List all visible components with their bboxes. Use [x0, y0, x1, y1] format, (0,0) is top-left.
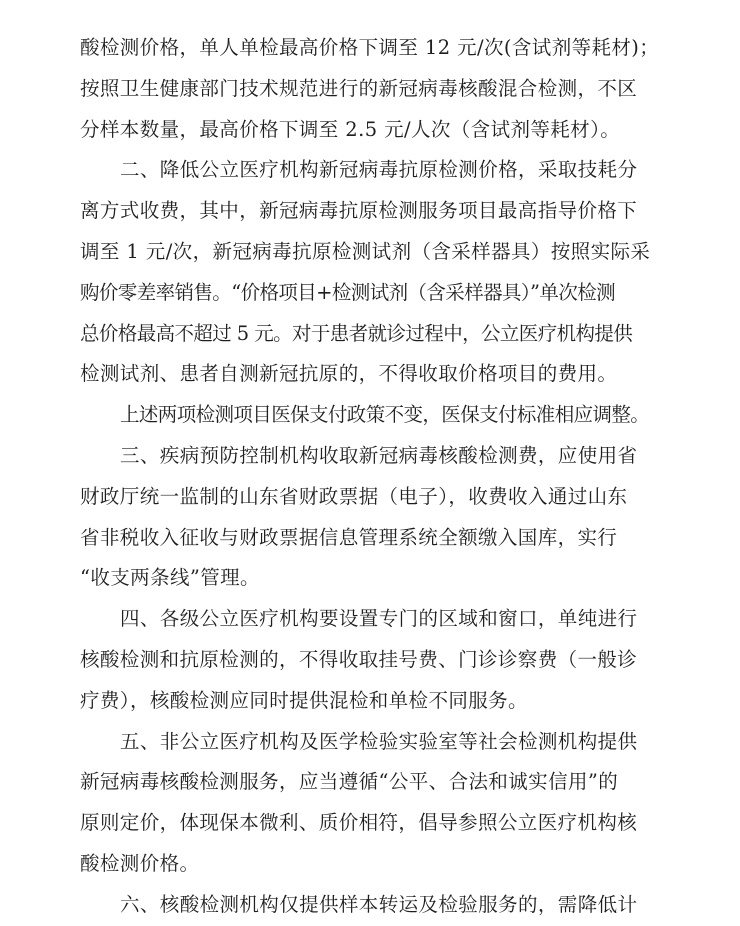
paragraph-start-line: 三、疾病预防控制机构收取新冠病毒核酸检测费，应使用省 — [120, 443, 638, 467]
text-line: 酸检测价格，单人单检最高价格下调至 12 元/次(含试剂等耗材)； — [80, 36, 660, 59]
paragraph-start-line: 五、非公立医疗机构及医学检验实验室等社会检测机构提供 — [120, 729, 638, 753]
text-line: 离方式收费，其中，新冠病毒抗原检测服务项目最高指导价格下 — [80, 199, 638, 223]
text-line: 检测试剂、患者自测新冠抗原的，不得收取价格项目的费用。 — [80, 362, 618, 386]
document-body — [80, 28, 680, 926]
text-line: 酸检测价格。 — [80, 851, 200, 875]
text-line: “收支两条线”管理。 — [80, 566, 260, 590]
text-line: 新冠病毒核酸检测服务，应当遵循“公平、合法和诚实信用”的 — [80, 770, 619, 794]
text-line: 按照卫生健康部门技术规范进行的新冠病毒核酸混合检测，不区 — [80, 76, 638, 100]
text-line: 分样本数量，最高价格下调至 2.5 元/人次（含试剂等耗材）。 — [80, 117, 621, 141]
text-line: 调至 1 元/次，新冠病毒抗原检测试剂（含采样器具）按照实际采 — [80, 239, 651, 263]
text-line: 购价零差率销售。“价格项目+检测试剂（含采样器具）”单次检测 — [80, 280, 616, 304]
text-line: 省非税收入征收与财政票据信息管理系统全额缴入国库，实行 — [80, 525, 618, 549]
text-line: 财政厅统一监制的山东省财政票据（电子），收费收入通过山东 — [80, 484, 628, 508]
text-line: 总价格最高不超过 5 元。对于患者就诊过程中，公立医疗机构提供 — [80, 321, 633, 345]
text-line: 疗费），核酸检测应同时提供混检和单检不同服务。 — [80, 688, 528, 712]
text-line: 核酸检测和抗原检测的，不得收取挂号费、门诊诊察费（一般诊 — [80, 647, 638, 671]
paragraph-start-line: 上述两项检测项目医保支付政策不变，医保支付标准相应调整。 — [120, 403, 650, 427]
paragraph-start-line: 四、各级公立医疗机构要设置专门的区域和窗口，单纯进行 — [120, 607, 638, 631]
paragraph-start-line: 六、核酸检测机构仅提供样本转运及检验服务的，需降低计 — [120, 892, 638, 916]
text-line: 原则定价，体现保本微利、质价相符，倡导参照公立医疗机构核 — [80, 811, 638, 835]
paragraph-start-line: 二、降低公立医疗机构新冠病毒抗原检测价格，采取技耗分 — [120, 158, 638, 182]
